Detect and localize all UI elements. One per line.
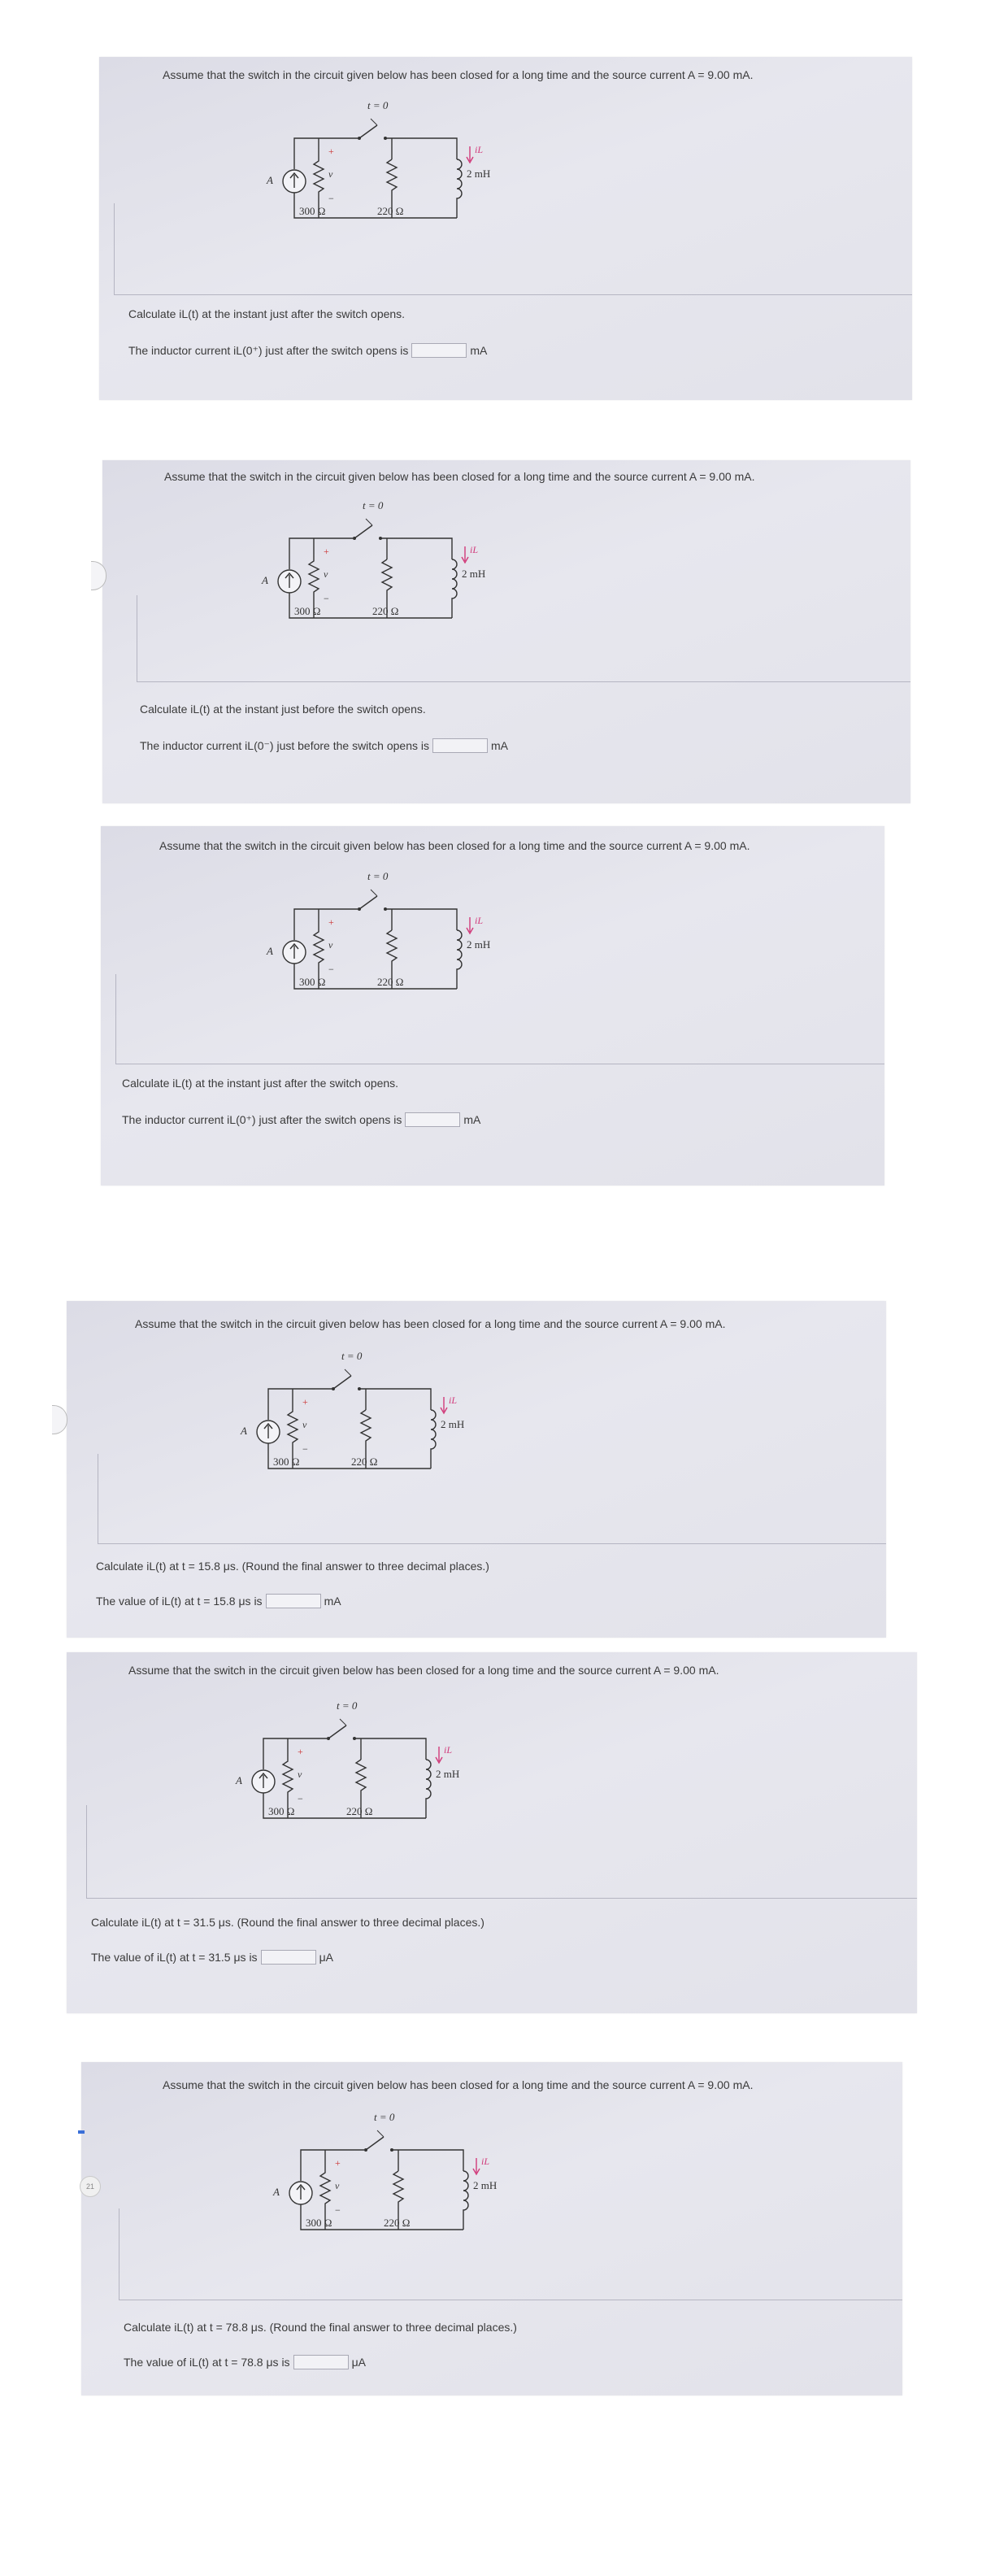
answer-input[interactable]: [266, 1594, 321, 1608]
current-label: iL: [481, 2156, 490, 2167]
question-panel-6: [81, 2062, 902, 2395]
switch-label: t = 0: [337, 1699, 358, 1712]
switch-blade: [366, 2137, 384, 2150]
answer-unit: μA: [319, 1951, 333, 1964]
r2-label: 220 Ω: [351, 1456, 378, 1468]
switch-label: t = 0: [374, 2111, 395, 2123]
svg-text:+: +: [328, 916, 334, 928]
answer-input[interactable]: [411, 343, 467, 358]
switch-label: t = 0: [367, 99, 389, 111]
svg-text:−: −: [302, 1443, 308, 1455]
svg-text:v: v: [335, 2180, 340, 2191]
answer-line: [128, 343, 487, 358]
svg-text:+: +: [328, 146, 334, 157]
r1-label: 300 Ω: [273, 1456, 300, 1468]
page-number-badge[interactable]: 21: [80, 2176, 101, 2197]
inductor-label: 2 mH: [441, 1418, 465, 1430]
switch-label: t = 0: [363, 499, 384, 511]
inductor-label: 2 mH: [462, 568, 486, 580]
inductor-label: 2 mH: [436, 1768, 460, 1780]
progress-marker-icon: [78, 2130, 85, 2134]
question-panel-4: [67, 1301, 886, 1638]
answer-prefix: The value of iL(t) at t = 15.8 μs is: [96, 1595, 263, 1608]
switch-blade: [328, 1725, 346, 1738]
circuit-slot: [237, 96, 530, 259]
problem-statement: Assume that the switch in the circuit given below has been closed for a long time and the source current A = 9.00 mA.: [163, 2078, 754, 2091]
circuit-slot: [211, 1347, 504, 1509]
inductor-label: 2 mH: [467, 168, 491, 180]
circuit-slot: [244, 2108, 537, 2270]
answer-unit: μA: [351, 2356, 366, 2369]
svg-text:+: +: [335, 2157, 341, 2169]
source-label: A: [236, 1774, 242, 1786]
svg-text:v: v: [328, 939, 333, 951]
r1-label: 300 Ω: [299, 205, 326, 217]
inductor: [426, 1760, 431, 1818]
r1-label: 300 Ω: [294, 605, 321, 617]
circuit-diagram: [237, 96, 530, 259]
question-text: Calculate iL(t) at t = 15.8 μs. (Round the final answer to three decimal places.): [96, 1560, 489, 1573]
inductor-label: 2 mH: [473, 2179, 498, 2191]
switch-label: t = 0: [341, 1350, 363, 1362]
inductor: [457, 159, 462, 218]
r2-label: 220 Ω: [346, 1805, 373, 1817]
question-text: Calculate iL(t) at the instant just after the switch opens.: [122, 1077, 399, 1090]
circuit-diagram: [211, 1347, 504, 1509]
circuit-diagram: [244, 2108, 537, 2270]
circuit-slot: [237, 867, 530, 1029]
question-panel-5: [67, 1652, 917, 2013]
svg-text:−: −: [328, 964, 334, 975]
r1-label: 300 Ω: [268, 1805, 295, 1817]
current-label: iL: [475, 915, 484, 926]
answer-line: [140, 738, 508, 753]
problem-statement: Assume that the switch in the circuit given below has been closed for a long time and the source current A = 9.00 mA.: [159, 839, 750, 852]
question-text: Calculate iL(t) at t = 78.8 μs. (Round the final answer to three decimal places.): [124, 2321, 517, 2334]
r2-label: 220 Ω: [377, 976, 404, 988]
current-label: iL: [449, 1395, 458, 1406]
question-panel-1: [99, 57, 912, 400]
switch-blade: [359, 125, 377, 138]
answer-line: [122, 1112, 480, 1127]
problem-statement: Assume that the switch in the circuit given below has been closed for a long time and the source current A = 9.00 mA.: [135, 1317, 726, 1330]
svg-text:v: v: [298, 1769, 302, 1780]
switch-blade: [354, 525, 372, 538]
svg-text:v: v: [324, 568, 328, 580]
answer-prefix: The inductor current iL(0⁻) just before the switch opens is: [140, 738, 430, 752]
svg-text:−: −: [335, 2204, 341, 2216]
r1-label: 300 Ω: [299, 976, 326, 988]
question-text: Calculate iL(t) at t = 31.5 μs. (Round the final answer to three decimal places.): [91, 1916, 484, 1929]
switch-blade: [359, 896, 377, 909]
circuit-diagram: [237, 867, 530, 1029]
circuit-diagram: [206, 1696, 499, 1859]
svg-text:+: +: [324, 546, 329, 557]
answer-unit: mA: [491, 739, 509, 752]
current-label: iL: [444, 1744, 453, 1756]
problem-statement: Assume that the switch in the circuit given below has been closed for a long time and the source current A = 9.00 mA.: [164, 470, 755, 483]
svg-text:v: v: [302, 1419, 307, 1430]
answer-prefix: The value of iL(t) at t = 78.8 μs is: [124, 2356, 290, 2369]
answer-prefix: The inductor current iL(0⁺) just after the switch opens is: [128, 343, 409, 357]
answer-line: [124, 2355, 366, 2369]
svg-text:+: +: [298, 1746, 303, 1757]
inductor: [452, 559, 457, 618]
svg-text:−: −: [298, 1793, 303, 1804]
svg-text:−: −: [328, 193, 334, 204]
svg-text:v: v: [328, 168, 333, 180]
inductor: [457, 930, 462, 989]
circuit-slot: [232, 496, 525, 659]
problem-statement: Assume that the switch in the circuit given below has been closed for a long time and the source current A = 9.00 mA.: [163, 68, 754, 81]
svg-text:−: −: [324, 593, 329, 604]
answer-line: [91, 1950, 333, 1965]
source-label: A: [262, 574, 268, 586]
answer-prefix: The inductor current iL(0⁺) just after the switch opens is: [122, 1112, 402, 1126]
r2-label: 220 Ω: [377, 205, 404, 217]
answer-input[interactable]: [261, 1950, 316, 1965]
answer-unit: mA: [470, 344, 488, 357]
answer-unit: mA: [463, 1113, 481, 1126]
inductor-label: 2 mH: [467, 938, 491, 951]
question-panel-2: [102, 460, 910, 803]
r1-label: 300 Ω: [306, 2217, 332, 2229]
current-label: iL: [470, 544, 479, 555]
circuit-diagram: [232, 496, 525, 659]
answer-input[interactable]: [293, 2355, 349, 2369]
inductor: [463, 2171, 468, 2230]
circuit-slot: [206, 1696, 499, 1859]
switch-blade: [333, 1376, 351, 1389]
source-label: A: [273, 2186, 280, 2198]
side-tab[interactable]: [52, 1405, 67, 1434]
answer-line: [96, 1594, 341, 1608]
source-label: A: [267, 174, 273, 186]
current-label: iL: [475, 144, 484, 155]
answer-prefix: The value of iL(t) at t = 31.5 μs is: [91, 1951, 258, 1964]
r2-label: 220 Ω: [384, 2217, 411, 2229]
question-text: Calculate iL(t) at the instant just before the switch opens.: [140, 703, 426, 716]
question-text: Calculate iL(t) at the instant just after the switch opens.: [128, 307, 406, 320]
answer-unit: mA: [324, 1595, 341, 1608]
r2-label: 220 Ω: [372, 605, 399, 617]
problem-statement: Assume that the switch in the circuit given below has been closed for a long time and the source current A = 9.00 mA.: [128, 1664, 719, 1677]
switch-label: t = 0: [367, 870, 389, 882]
source-label: A: [241, 1425, 247, 1437]
answer-input[interactable]: [405, 1112, 460, 1127]
inductor: [431, 1410, 436, 1469]
source-label: A: [267, 945, 273, 957]
question-panel-3: [101, 826, 884, 1186]
answer-input[interactable]: [432, 738, 488, 753]
svg-text:+: +: [302, 1396, 308, 1408]
